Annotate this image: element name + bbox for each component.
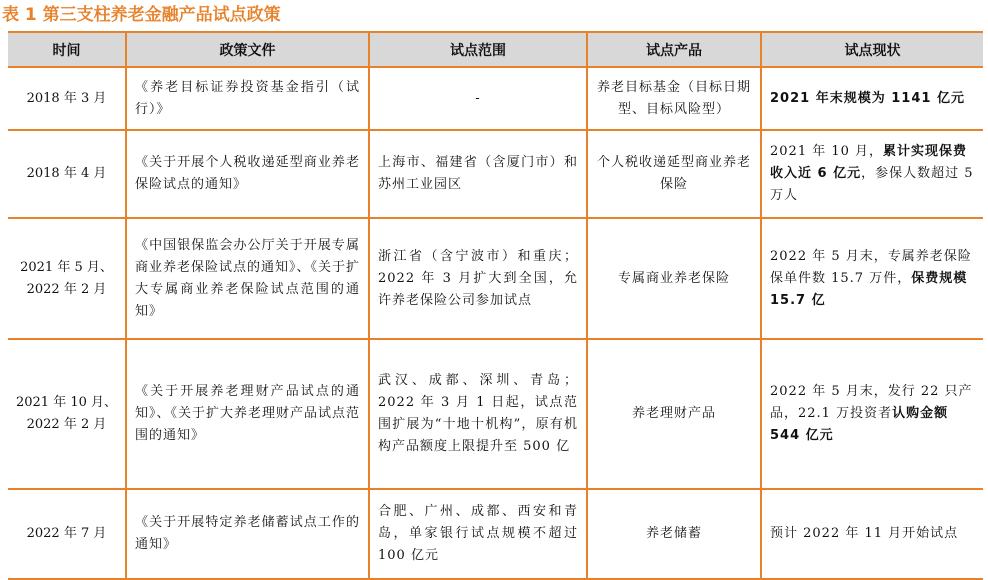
cell-policy-document: 《关于开展个人税收递延型商业养老保险试点的通知》 [126, 130, 369, 218]
cell-policy-document: 《关于开展特定养老储蓄试点工作的通知》 [126, 489, 369, 579]
cell-pilot-product: 专属商业养老保险 [587, 218, 761, 339]
header-pilot-product: 试点产品 [587, 32, 761, 67]
table-row [8, 67, 983, 130]
table-title: 表 1 第三支柱养老金融产品试点政策 [2, 5, 281, 25]
cell-time: 2021 年 5 月、2022 年 2 月 [8, 218, 126, 339]
cell-pilot-scope: - [369, 67, 587, 130]
status-highlight: 2021 年末规模为 1141 亿元 [770, 90, 965, 106]
status-highlight: 认购金额 544 亿元 [770, 406, 949, 443]
cell-pilot-product: 养老储蓄 [587, 489, 761, 579]
header-pilot-status: 试点现状 [761, 32, 983, 67]
table-row [8, 489, 983, 579]
header-time: 时间 [8, 32, 126, 67]
cell-pilot-status [761, 67, 983, 130]
cell-pilot-status: 2021 年 10 月，累计实现保费收入近 6 亿元，参保人数超过 5 万人 [761, 130, 983, 218]
table-row [8, 218, 983, 339]
header-policy-document: 政策文件 [126, 32, 369, 67]
cell-pilot-product: 养老目标基金（目标日期型、目标风险型） [587, 67, 761, 130]
cell-pilot-product: 养老理财产品 [587, 339, 761, 489]
table-header-row [8, 32, 983, 67]
cell-pilot-status: 2022 年 5 月末，发行 22 只产品，22.1 万投资者认购金额 544 亿元 [761, 339, 983, 489]
cell-pilot-scope: 合肥、广州、成都、西安和青岛，单家银行试点规模不超过 100 亿元 [369, 489, 587, 579]
cell-time: 2022 年 7 月 [8, 489, 126, 579]
cell-pilot-scope: 武汉、成都、深圳、青岛；2022 年 3 月 1 日起，试点范围扩展为“十地十机构”，原有机构产品额度上限提升至 500 亿 [369, 339, 587, 489]
policy-table [8, 31, 983, 580]
cell-pilot-product: 个人税收递延型商业养老保险 [587, 130, 761, 218]
cell-time: 2021 年 10 月、2022 年 2 月 [8, 339, 126, 489]
table-row [8, 339, 983, 489]
cell-policy-document: 《养老目标证券投资基金指引（试行）》 [126, 67, 369, 130]
table-row [8, 130, 983, 218]
cell-time: 2018 年 4 月 [8, 130, 126, 218]
status-highlight: 累计实现保费收入近 6 亿元 [770, 144, 968, 181]
cell-policy-document: 《中国银保监会办公厅关于开展专属商业养老保险试点的通知》、《关于扩大专属商业养老保险试点范围的通知》 [126, 218, 369, 339]
status-highlight: 保费规模 15.7 亿 [770, 270, 968, 308]
cell-pilot-status: 2022 年 5 月末，专属养老保险保单件数 15.7 万件，保费规模 15.7 亿 [761, 218, 983, 339]
cell-pilot-scope: 浙江省（含宁波市）和重庆；2022 年 3 月扩大到全国，允许养老保险公司参加试点 [369, 218, 587, 339]
cell-pilot-scope: 上海市、福建省（含厦门市）和苏州工业园区 [369, 130, 587, 218]
cell-pilot-status: 预计 2022 年 11 月开始试点 [761, 489, 983, 579]
cell-time: 2018 年 3 月 [8, 67, 126, 130]
cell-policy-document: 《关于开展养老理财产品试点的通知》、《关于扩大养老理财产品试点范围的通知》 [126, 339, 369, 489]
header-pilot-scope: 试点范围 [369, 32, 587, 67]
